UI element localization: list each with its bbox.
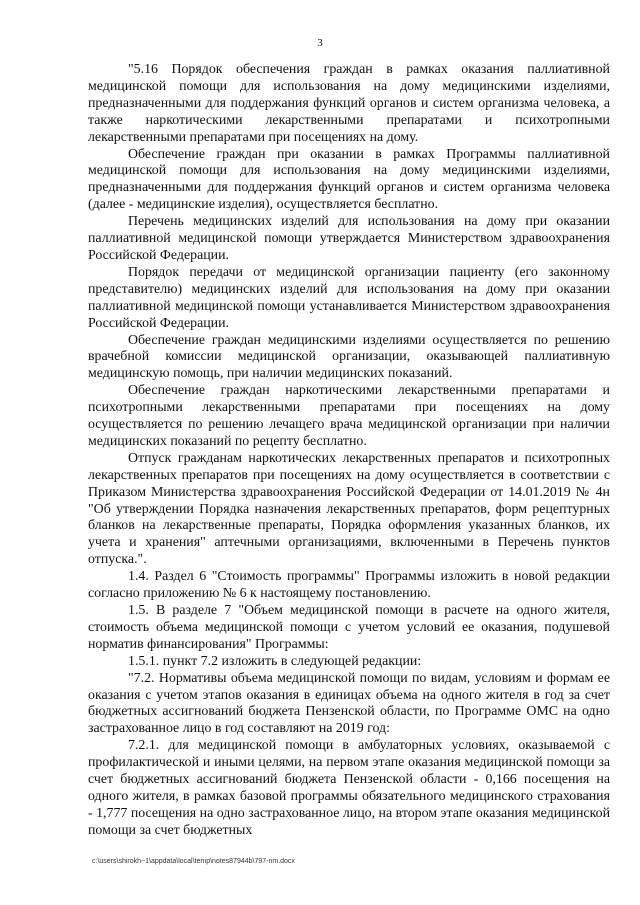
paragraph-transfer-procedure: Порядок передачи от медицинской организации пациенту (его законному представителю) медицинских изделий для использования на дому при оказании паллиативной медицинской помощи устанавливается Министерством здравоохранения Российской Федерации. [88, 264, 610, 331]
paragraph-dispensing-order: Отпуск гражданам наркотических лекарственных препаратов и психотропных лекарственных препаратов при посещениях на дому осуществляется в соответствии с Приказом Министерства здравоохранения Российской Федерации от 14.01.2019 № 4н "Об утверждении Порядка назначения лекарственных препаратов, форм рецептурных бланков на лекарственные препараты, Порядка оформления указанных бланков, их учета и хранения" аптечными организациями, включенными в Перечень пунктов отпуска.". [88, 450, 610, 568]
paragraph-1-5: 1.5. В разделе 7 "Объем медицинской помощи в расчете на одного жителя, стоимость объема медицинской помощи с учетом условий ее оказания, подушевой норматив финансирования" Программы: [88, 603, 610, 652]
paragraph-commission-decision: Обеспечение граждан медицинскими изделиями осуществляется по решению врачебной комиссии медицинской организации, оказывающей паллиативную медицинскую помощь, при наличии медицинских показаний. [88, 332, 610, 382]
footer-file-path: c:\users\shirokh~1\appdata\local\temp\notes87944b\797-nm.docx [92, 858, 295, 865]
page-number: 3 [317, 37, 323, 49]
document-body [88, 62, 610, 840]
paragraph-narcotic-supply: Обеспечение граждан наркотическими лекарственными препаратами и психотропными лекарственными препаратами при посещениях на дому осуществляется по решению лечащего врача медицинской организации при наличии медицинских показаний по рецепту бесплатно. [88, 383, 610, 449]
paragraph-medical-devices-free: Обеспечение граждан при оказании в рамках Программы паллиативной медицинской помощи для использования на дому медицинскими изделиями, предназначенными для поддержания функций органов и систем организма человека (далее - медицинские изделия), осуществляется бесплатно. [88, 146, 610, 213]
paragraph-1-4: 1.4. Раздел 6 "Стоимость программы" Программы изложить в новой редакции согласно приложению № 6 к настоящему постановлению. [88, 569, 610, 602]
paragraph-7-2: "7.2. Нормативы объема медицинской помощи по видам, условиям и формам ее оказания с учетом этапов оказания в единицах объема на одного жителя в год за счет бюджетных ассигнований бюджета Пензенской области, по Программе ОМС на одно застрахованное лицо в год составляют на 2019 год: [88, 670, 610, 737]
paragraph-1-5-1: 1.5.1. пункт 7.2 изложить в следующей редакции: [128, 653, 422, 669]
paragraph-5-16-heading: "5.16 Порядок обеспечения граждан в рамках оказания паллиативной медицинской помощи для использования на дому медицинскими изделиями, предназначенными для поддержания функций органов и систем организма человека, а также наркотическими лекарственными препаратами и психотропными лекарственными препаратами при посещениях на дому. [88, 62, 610, 145]
paragraph-7-2-1: 7.2.1. для медицинской помощи в амбулаторных условиях, оказываемой с профилактической и иными целями, на первом этапе оказания медицинской помощи за счет бюджетных ассигнований бюджета Пензенской области - 0,166 посещения на одного жителя, в рамках базовой программы обязательного медицинского страхования - 1,777 посещения на одно застрахованное лицо, на втором этапе оказания медицинской помощи за счет бюджетных [88, 738, 611, 838]
paragraph-devices-list: Перечень медицинских изделий для использования на дому при оказании паллиативной медицинской помощи утверждается Министерством здравоохранения Российской Федерации. [88, 214, 610, 263]
